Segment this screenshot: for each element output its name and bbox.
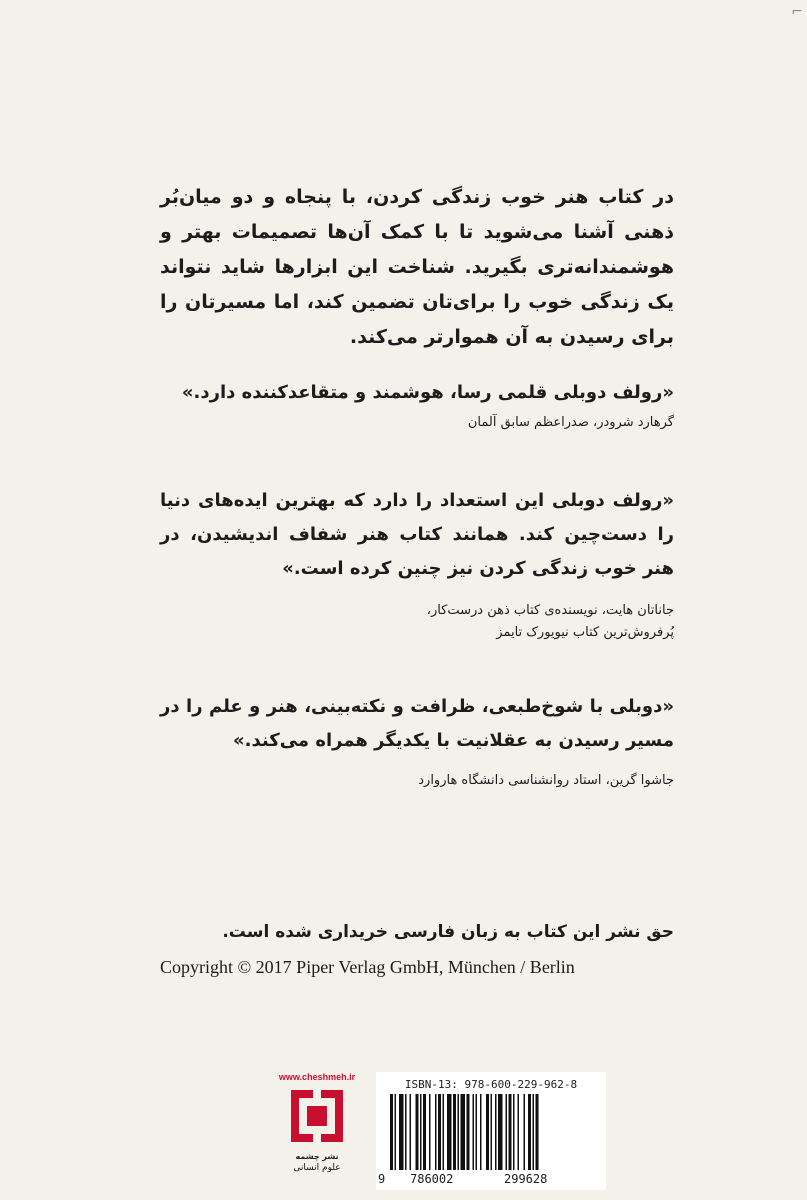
quote-3-attribution: جاشوا گرین، استاد روانشناسی دانشگاه هاروارد xyxy=(418,773,674,788)
quote-2: «رولف دوبلی این استعداد را دارد که بهترین ایده‌های دنیا را دست‌چین کند. همانند کتاب هنر شفاف اندیشیدن، در هنر خوب زندگی کردن نیز چنین کرده است.» xyxy=(160,490,674,579)
barcode-digits-left: 786002 xyxy=(410,1172,454,1186)
quote-2-attribution: جاناتان هایت، نویسنده‌ی کتاب ذهن درست‌کار، xyxy=(426,603,674,618)
rights-notice: حق نشر این کتاب به زبان فارسی خریداری شده است. xyxy=(222,922,674,942)
barcode-digits-right: 299628 xyxy=(504,1172,548,1186)
corner-mark: ⌐ xyxy=(791,4,803,20)
barcode-bars xyxy=(390,1094,592,1170)
publisher-series: علوم انسانی xyxy=(293,1163,341,1173)
publisher-logo-icon xyxy=(287,1086,347,1146)
isbn-label: ISBN-13: 978-600-229-962-8 xyxy=(404,1078,578,1091)
book-blurb: در کتاب هنر خوب زندگی کردن، با پنجاه و دو میان‌بُر ذهنی آشنا می‌شوید تا با کمک آن‌ها تصمیمات بهتر و هوشمندانه‌تری بگیرید. شناخت این ابزارها شاید نتواند یک زندگی خوب را برای‌تان تضمین کند، اما مسیرتان را برای رسیدن به آن هموارتر می‌کند. xyxy=(160,186,674,348)
copyright-line: Copyright © 2017 Piper Verlag GmbH, München / Berlin xyxy=(160,957,575,977)
barcode-digit-first: 9 xyxy=(378,1172,386,1186)
isbn-barcode xyxy=(376,1072,606,1190)
publisher-url: www.cheshmeh.ir xyxy=(278,1072,356,1082)
publisher-name: نشر چشمه xyxy=(295,1152,339,1161)
quote-3: «دوبلی با شوخ‌طبعی، ظرافت و نکته‌بینی، هنر و علم را در مسیر رسیدن به عقلانیت با یکدیگر همراه می‌کند.» xyxy=(160,696,674,751)
quote-1: «رولف دوبلی قلمی رسا، هوشمند و متقاعدکننده دارد.» xyxy=(181,382,674,403)
quote-1-attribution: گرهارد شرودر، صدراعظم سابق آلمان xyxy=(467,415,674,430)
publisher-logo xyxy=(262,1072,372,1187)
quote-2-attribution-line2: پُرفروش‌ترین کتاب نیویورک تایمز xyxy=(496,625,674,640)
